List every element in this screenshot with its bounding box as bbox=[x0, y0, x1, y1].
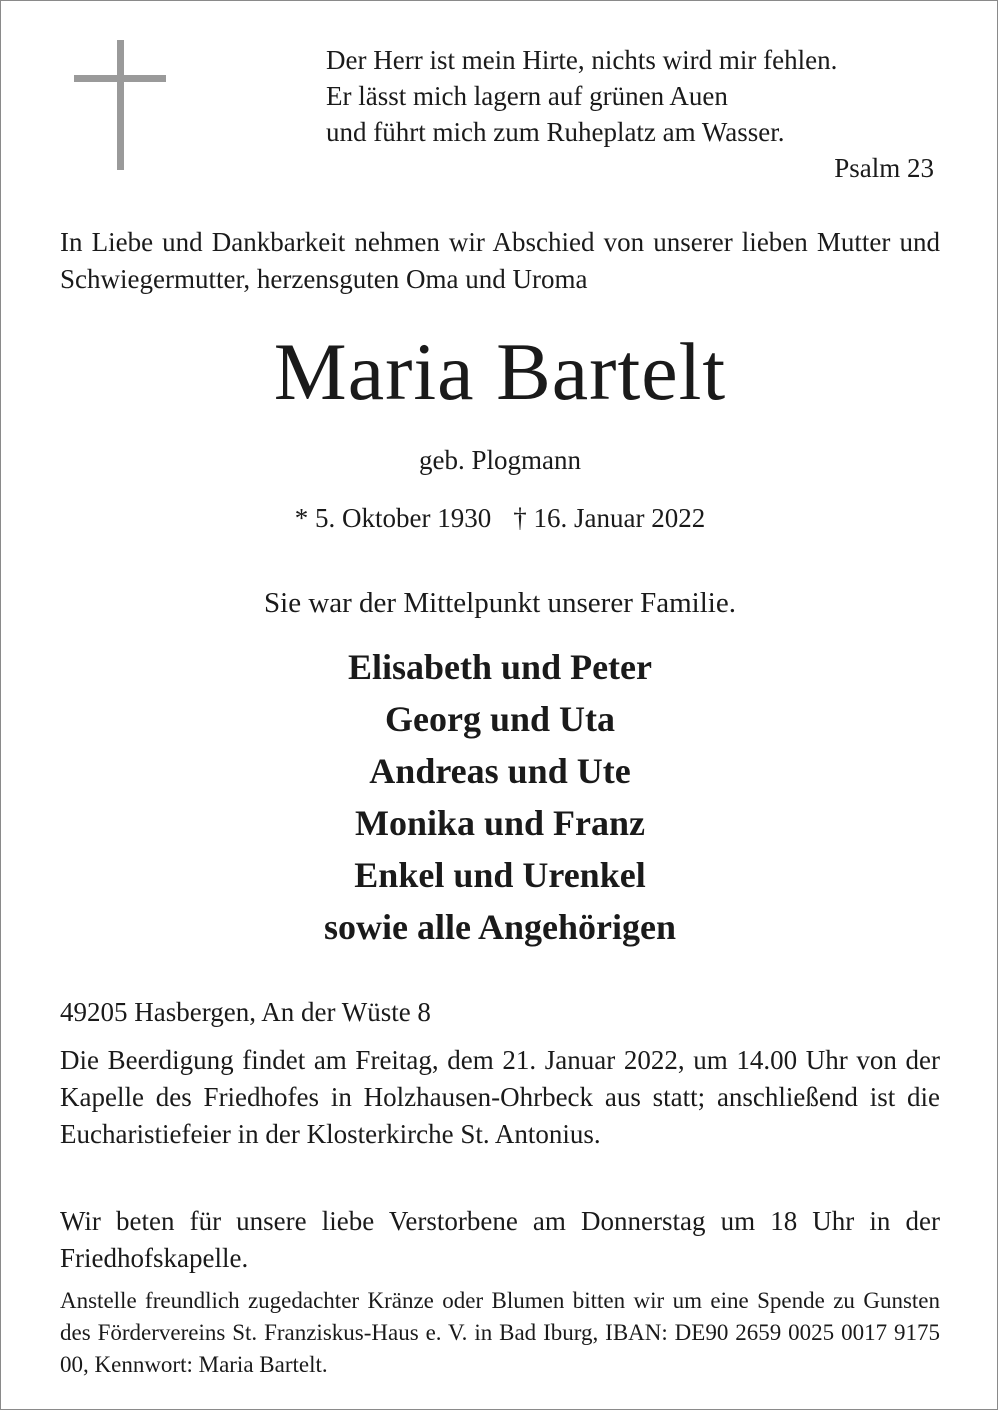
psalm-quote bbox=[326, 42, 946, 186]
mourner-entry: Elisabeth und Peter bbox=[347, 647, 652, 687]
life-dates bbox=[0, 500, 1000, 536]
donation-info: Anstelle freundlich zugedachter Kränze oder Blumen bitten wir um eine Spende zu Gunsten des Fördervereins St. Franziskus-Haus e. V. in Bad Iburg, IBAN: DE90 2659 0025 0017 9175 00, Kennwort: Maria Bartelt. bbox=[60, 1288, 940, 1377]
psalm-line: Der Herr ist mein Hirte, nichts wird mir fehlen. bbox=[326, 45, 838, 75]
mourner-entry: Andreas und Ute bbox=[369, 751, 631, 791]
psalm-line: Er lässt mich lagern auf grünen Auen bbox=[326, 81, 728, 111]
psalm-reference: Psalm 23 bbox=[834, 153, 934, 183]
funeral-info: Die Beerdigung findet am Freitag, dem 21. Januar 2022, um 14.00 Uhr von der Kapelle des Friedhofes in Holzhausen-Ohrbeck aus statt; anschließend ist die Eucharistiefeier in der Klosterkirche St. Antonius. bbox=[60, 1045, 940, 1149]
mourners-list bbox=[0, 641, 1000, 953]
maiden-name: geb. Plogmann bbox=[419, 445, 581, 475]
psalm-line: und führt mich zum Ruheplatz am Wasser. bbox=[326, 117, 785, 147]
prayer-info: Wir beten für unsere liebe Verstorbene am Donnerstag um 18 Uhr in der Friedhofskapelle. bbox=[60, 1206, 940, 1273]
family-address: 49205 Hasbergen, An der Wüste 8 bbox=[60, 997, 431, 1027]
death-date: † 16. Januar 2022 bbox=[513, 503, 706, 533]
family-quote: Sie war der Mittelpunkt unserer Familie. bbox=[264, 587, 736, 619]
mourner-entry: Monika und Franz bbox=[354, 803, 646, 843]
deceased-name: Maria Bartelt bbox=[273, 326, 727, 417]
mourner-entry: Enkel und Urenkel bbox=[354, 855, 646, 895]
intro-text: In Liebe und Dankbarkeit nehmen wir Abschied von unserer lieben Mutter und Schwiegermutter, herzensguten Oma und Uroma bbox=[60, 227, 940, 294]
birth-date: * 5. Oktober 1930 bbox=[294, 503, 492, 533]
mourner-entry: Georg und Uta bbox=[384, 699, 615, 739]
mourner-entry: sowie alle Angehörigen bbox=[324, 907, 676, 947]
cross-icon bbox=[74, 40, 166, 172]
